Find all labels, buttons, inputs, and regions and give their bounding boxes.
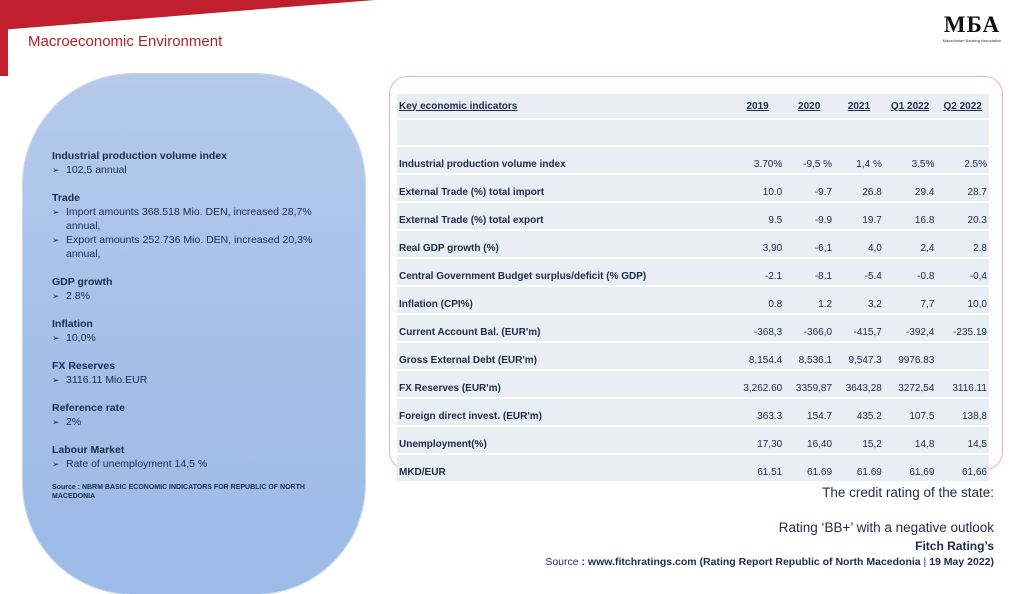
credit-rating-title: The credit rating of the state: (822, 485, 994, 500)
row-label: Real GDP growth (%) (397, 231, 731, 257)
rating-source-link[interactable]: : www.fitchratings.com (Rating Report Republic of North Macedonia (581, 556, 921, 568)
row-label: External Trade (%) total export (397, 203, 731, 229)
indicator-block (52, 443, 342, 471)
row-value: 61.51 (731, 455, 784, 481)
row-value: 3272,54 (884, 371, 937, 397)
row-value: 17,30 (731, 427, 784, 453)
row-value: 3.70% (731, 147, 784, 173)
row-value: 3.5% (884, 147, 937, 173)
row-value: 138,8 (936, 399, 989, 425)
row-value: 19.7 (834, 203, 884, 229)
arrow-bullet-icon: ➢ (52, 417, 60, 427)
row-value: 3359,87 (784, 371, 834, 397)
row-value: 16.8 (884, 203, 937, 229)
row-value: -235.19 (936, 315, 989, 341)
indicator-item (52, 373, 342, 387)
row-value: -5.4 (834, 259, 884, 285)
row-value: 15,2 (834, 427, 884, 453)
indicator-block (52, 317, 342, 345)
row-label: FX Reserves (EUR'm) (397, 371, 731, 397)
row-value: 3643,28 (834, 371, 884, 397)
row-value: 61,69 (884, 455, 937, 481)
row-value: 10,0 (936, 287, 989, 313)
indicator-block-title: Reference rate (52, 402, 125, 414)
indicator-item-text: 10,0% (66, 332, 96, 344)
row-label: Industrial production volume index (397, 147, 731, 173)
arrow-bullet-icon: ➢ (52, 375, 60, 385)
row-value: 9976.83 (884, 343, 937, 369)
row-value: 61.69 (784, 455, 834, 481)
table-row (397, 203, 989, 229)
row-value: 9.5 (731, 203, 784, 229)
row-value: 20.3 (936, 203, 989, 229)
table-row (397, 315, 989, 341)
row-value: 9,547.3 (834, 343, 884, 369)
rating-source-date: 19 May 2022) (929, 556, 994, 568)
row-value: 3,90 (731, 231, 784, 257)
table-row (397, 427, 989, 453)
column-header: Q1 2022 (884, 94, 937, 118)
row-value (936, 343, 989, 369)
row-label: Foreign direct invest. (EUR'm) (397, 399, 731, 425)
row-value: -366,0 (784, 315, 834, 341)
indicator-item-text: Export amounts 252.736 Mio. DEN, increased 20,3% annual, (66, 234, 313, 260)
row-label: External Trade (%) total import (397, 175, 731, 201)
indicator-item (52, 415, 342, 429)
indicator-block (52, 149, 342, 177)
indicator-item-text: 102,5 annual (66, 164, 127, 176)
arrow-bullet-icon: ➢ (52, 235, 60, 245)
row-value: 1,4 % (834, 147, 884, 173)
row-value: -0.8 (884, 259, 937, 285)
column-header: 2019 (731, 94, 784, 118)
row-value: 3,2 (834, 287, 884, 313)
indicator-item (52, 289, 342, 303)
table-row (397, 455, 989, 481)
row-value: -6,1 (784, 231, 834, 257)
indicator-item (52, 205, 342, 233)
row-value: 29.4 (884, 175, 937, 201)
row-value: 154.7 (784, 399, 834, 425)
logo-subtitle: Macedonian Banking Association (942, 38, 1002, 43)
arrow-bullet-icon: ➢ (52, 165, 60, 175)
indicator-block-title: Inflation (52, 318, 93, 330)
row-value: 3116.11 (936, 371, 989, 397)
indicator-block (52, 401, 342, 429)
row-label: Central Government Budget surplus/deficit (% GDP) (397, 259, 731, 285)
row-value: 14,5 (936, 427, 989, 453)
row-value: 26.8 (834, 175, 884, 201)
table-row (397, 399, 989, 425)
indicator-item-text: 2.8% (66, 290, 90, 302)
indicator-item (52, 163, 342, 177)
indicator-item (52, 457, 342, 471)
row-value: 61.69 (834, 455, 884, 481)
indicator-item-text: Rate of unemployment 14,5 % (66, 458, 208, 470)
key-indicators-table-wrapper (397, 92, 989, 483)
panel-source-note: Source : NBRM BASIC ECONOMIC INDICATORS FOR REPUBLIC OF NORTH MACEDONIA (52, 484, 305, 500)
indicator-item (52, 331, 342, 345)
row-value: -2.1 (731, 259, 784, 285)
page-title: Macroeconomic Environment (28, 33, 223, 50)
arrow-bullet-icon: ➢ (52, 459, 60, 469)
logo-mark: MБА (943, 12, 1001, 37)
row-value: 10.0 (731, 175, 784, 201)
row-label: Gross External Debt (EUR'm) (397, 343, 731, 369)
indicator-item (52, 233, 342, 261)
table-row (397, 343, 989, 369)
table-row (397, 231, 989, 257)
indicator-item-text: 2% (66, 416, 82, 428)
row-label: Unemployment(%) (397, 427, 731, 453)
row-value: -368,3 (731, 315, 784, 341)
row-value: 14,8 (884, 427, 937, 453)
rating-source-separator: | (920, 556, 930, 568)
row-value: 61,66 (936, 455, 989, 481)
arrow-bullet-icon: ➢ (52, 207, 60, 217)
row-value: 8,154.4 (731, 343, 784, 369)
row-value: -9.7 (784, 175, 834, 201)
row-value: 1.2 (784, 287, 834, 313)
row-value: 2,4 (884, 231, 937, 257)
row-value: 2.8 (936, 231, 989, 257)
arrow-bullet-icon: ➢ (52, 291, 60, 301)
row-value (834, 120, 884, 145)
indicator-block-title: GDP growth (52, 276, 113, 288)
table-header-label: Key economic indicators (397, 94, 731, 118)
row-value (731, 120, 784, 145)
indicator-block (52, 191, 342, 261)
row-label: MKD/EUR (397, 455, 731, 481)
row-value: 363.3 (731, 399, 784, 425)
key-indicators-table (397, 92, 989, 483)
header-decoration (0, 0, 1024, 30)
indicator-block (52, 359, 342, 387)
column-header: 2021 (834, 94, 884, 118)
row-label: Current Account Bal. (EUR'm) (397, 315, 731, 341)
row-value: 435.2 (834, 399, 884, 425)
row-value: 8,536.1 (784, 343, 834, 369)
rating-source (545, 556, 994, 568)
side-accent-bar (0, 0, 8, 76)
indicator-block (52, 275, 342, 303)
indicator-item-text: 3116.11 Mio.EUR (66, 374, 148, 386)
row-value: -392,4 (884, 315, 937, 341)
row-value: 107.5 (884, 399, 937, 425)
indicator-item-text: Import amounts 368.518 Mio. DEN, increased 28,7% annual, (66, 206, 312, 232)
table-row (397, 175, 989, 201)
indicator-block-title: Labour Market (52, 444, 125, 456)
indicator-block-title: Industrial production volume index (52, 150, 228, 162)
credit-rating-value: Rating ‘BB+’ with a negative outlook (778, 520, 994, 535)
row-value: 28.7 (936, 175, 989, 201)
row-value: 4,0 (834, 231, 884, 257)
row-value: 0.8 (731, 287, 784, 313)
row-value (784, 120, 834, 145)
row-value (936, 120, 989, 145)
row-value: -8.1 (784, 259, 834, 285)
table-row (397, 147, 989, 173)
column-header: Q2 2022 (936, 94, 989, 118)
row-value: 3,262.60 (731, 371, 784, 397)
rating-source-prefix: Source (545, 556, 582, 568)
table-row (397, 120, 989, 145)
mba-logo (937, 12, 1007, 50)
row-label: Inflation (CPI%) (397, 287, 731, 313)
row-value: -9,5 % (784, 147, 834, 173)
row-value: -0,4 (936, 259, 989, 285)
indicator-block-title: FX Reserves (52, 360, 116, 372)
table-row (397, 259, 989, 285)
arrow-bullet-icon: ➢ (52, 333, 60, 343)
indicators-summary (52, 149, 342, 501)
row-value (884, 120, 937, 145)
rating-agency: Fitch Rating’s (915, 539, 994, 553)
table-header-row (397, 94, 989, 118)
column-header: 2020 (784, 94, 834, 118)
row-value: 2.5% (936, 147, 989, 173)
row-value: 16,40 (784, 427, 834, 453)
row-label (397, 120, 731, 145)
table-row (397, 371, 989, 397)
row-value: 7,7 (884, 287, 937, 313)
table-row (397, 287, 989, 313)
row-value: -415,7 (834, 315, 884, 341)
indicator-block-title: Trade (52, 192, 81, 204)
row-value: -9.9 (784, 203, 834, 229)
